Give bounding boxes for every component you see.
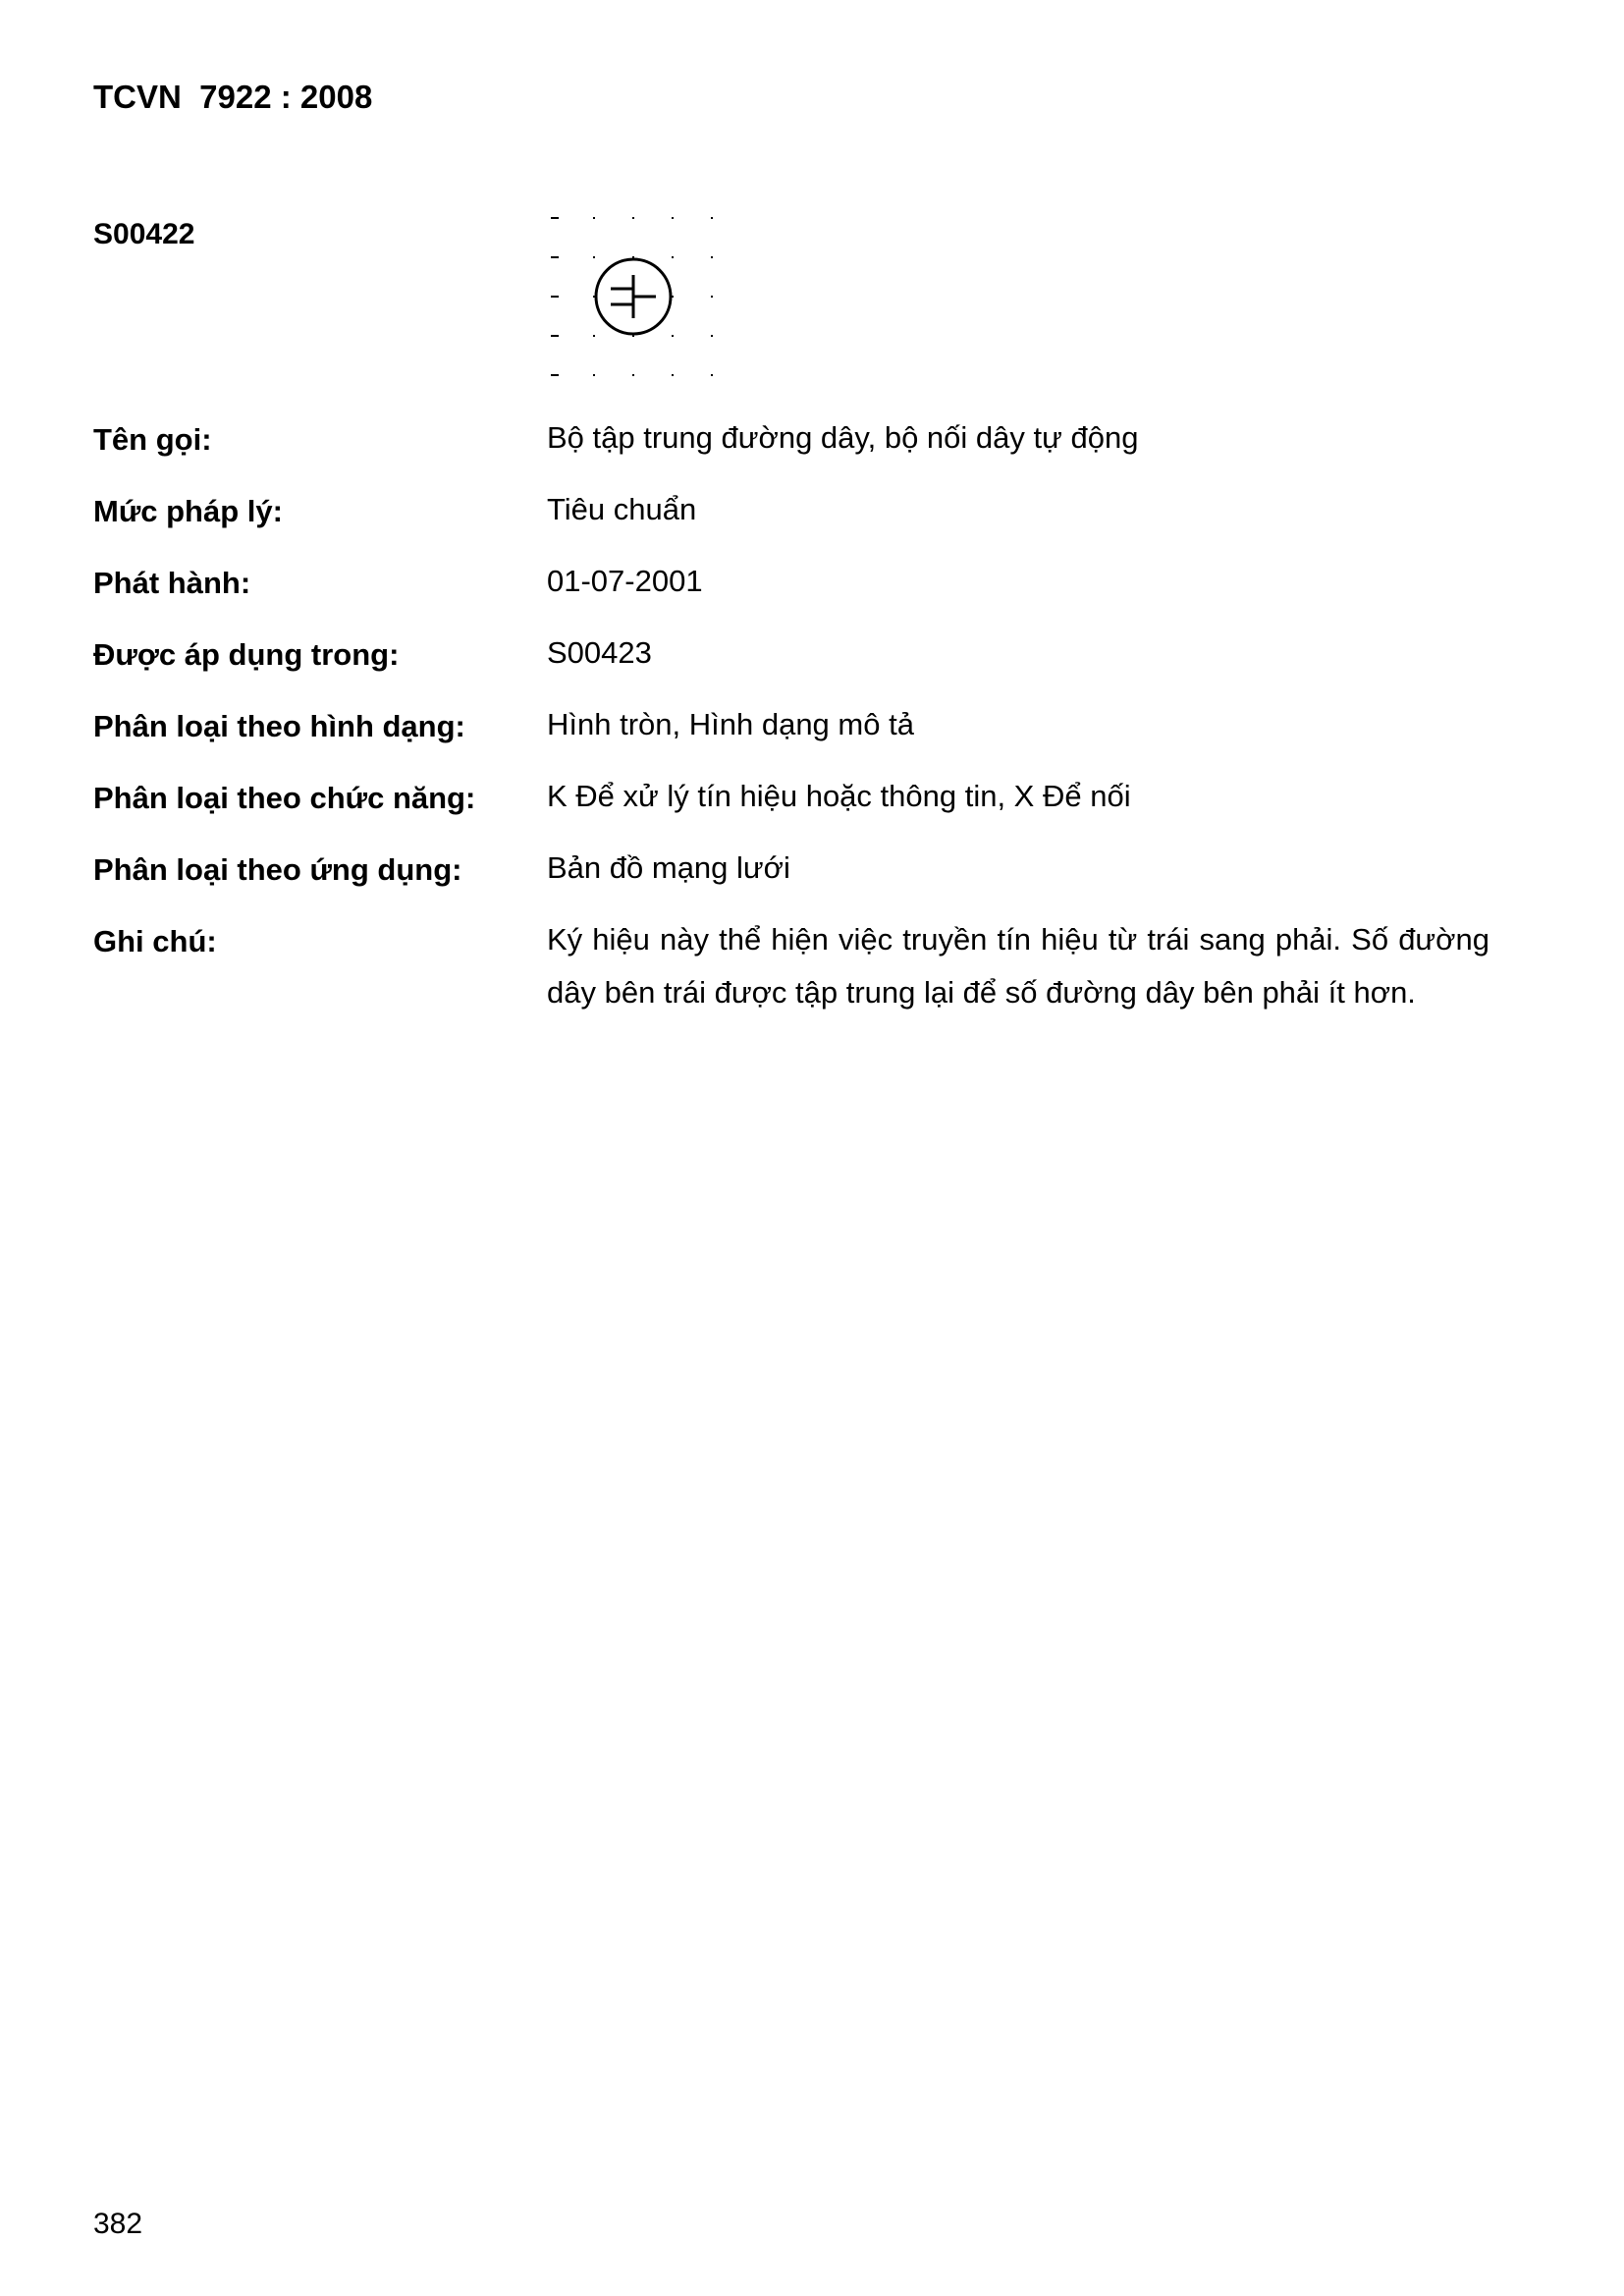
grid-dot [711,256,713,258]
grid-dot [593,335,595,337]
grid-dot [672,374,674,376]
symbol-code: S00422 [93,218,195,250]
field-label: Phân loại theo ứng dụng: [93,852,462,887]
field-phan-loai-ung-dung [93,852,1517,892]
grid-dot [593,374,595,376]
field-label: Phân loại theo chức năng: [93,781,476,815]
field-value: Bộ tập trung đường dây, bộ nối dây tự động [547,420,1139,455]
grid-dot [593,256,595,258]
grid-dot [551,335,559,337]
field-value: S00423 [547,635,652,670]
grid-dot [593,217,595,219]
field-value: Ký hiệu này thể hiện việc truyền tín hiệu từ trái sang phải. Số đường dây bên trái được tập trung lại để số đường dây bên phải ít hơn. [547,922,1489,1010]
grid-dot [632,374,634,376]
grid-dot [672,217,674,219]
field-label: Phân loại theo hình dạng: [93,709,465,743]
field-muc-phap-ly [93,494,1517,533]
grid-dot [551,217,559,219]
grid-dot [672,335,674,337]
field-value: K Để xử lý tín hiệu hoặc thông tin, X Để nối [547,779,1131,813]
circle-concentrator-symbol-icon [540,206,727,383]
field-ten-goi [93,422,1517,462]
field-ghi-chu [93,924,1517,1032]
field-value: 01-07-2001 [547,564,703,598]
grid-dot [632,217,634,219]
grid-dot [711,296,713,298]
grid-dot [711,335,713,337]
field-label: Ghi chú: [93,924,217,958]
field-phan-loai-hinh-dang [93,709,1517,748]
standard-header: TCVN 7922 : 2008 [93,79,373,115]
field-phan-loai-chuc-nang [93,781,1517,820]
field-value: Hình tròn, Hình dạng mô tả [547,707,914,741]
grid-dot [551,296,559,298]
field-label: Mức pháp lý: [93,494,283,528]
grid-dot [711,374,713,376]
field-duoc-ap-dung [93,637,1517,677]
grid-dot [551,256,559,258]
field-value: Tiêu chuẩn [547,492,697,526]
field-label: Được áp dụng trong: [93,637,400,672]
field-label: Phát hành: [93,566,251,600]
grid-dot [672,256,674,258]
field-label: Tên gọi: [93,422,212,457]
page-number: 382 [93,2208,143,2240]
grid-dot [711,217,713,219]
grid-dot [551,374,559,376]
field-phat-hanh [93,566,1517,605]
field-value: Bản đồ mạng lưới [547,850,790,885]
